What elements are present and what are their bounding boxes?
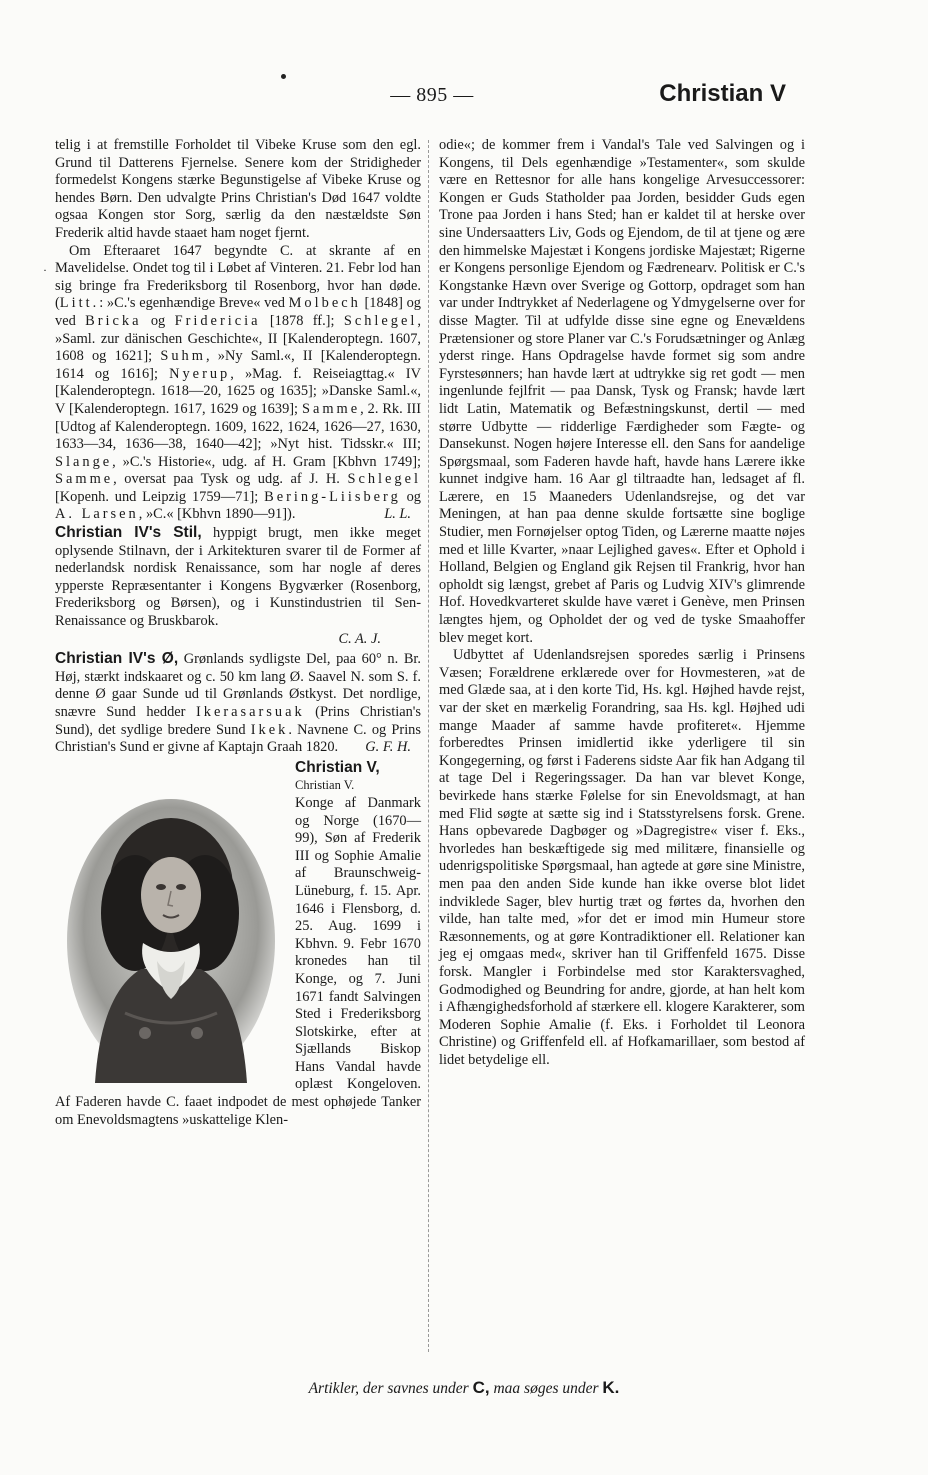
paragraph-vibeke: telig i at fremstille Forholdet til Vibeke Kruse som den egl. Grund til Datterens Fjernelse. Senere kom der Stridigheder formedelst Kongens stærke Begunstigelse af Vibeke Kruse og hendes Børn. Den udvalgte Prins Christian's Død 1647 voldte ogsaa Kongen stor Sorg, særlig da den næstældste Søn Frederik altid havde staaet ham noget fjernt. [55,137,421,241]
signature-ll: L. L. [384,506,411,523]
entry-christian-iv-oe: Christian IV's Ø, Grønlands sydligste Del, paa 60° n. Br. Høj, stærkt indskaaret og c. 50 km lang Ø. Saavel N. som S. f. denne Ø gaar Sunde ud til Grønlands Østkyst. Det nordlige, snævre Sund hedder Ikerasarsuak (Prins Christian's Sund), det sydlige bredere Sund Ikek. Navnene C. og Prins Christian's Sund er givne af Kaptajn Graah 1820. G. F. H. [55,650,422,756]
paragraph-enevoldsmagt: odie«; de kommer frem i Vandal's Tale ved Salvingen og i Kongens, til Dels egenhændige »Testamenter«, som skulde være en Rettesnor for alle hans kongelige Arvesuccessorer: Kongen er Guds Statholder paa Jorden, besidder Guds egen Trone paa Jorden i hans Sted; han er kaldet til at herske over sine Undersaatters Liv, Gods og Ejendom, de til at tjene og ære den himmelske Majestæt i Kongens jordiske Majestæt; Rigerne er Kongens personlige Ejendom og Fædrenearv. Politisk er C.'s Kongstanke Hævn over Sverige og Gottorp, opdraget som han var under Indtrykket af Nederlagene og Ydmygelserne over for disse Magter. Til at udfylde disse sine egne og Enevældens Prætensioner og store Planer var C.'s Forudsætninger og Anlæg yderst ringe. Hans Opdragelse havde formet sig som andre Fyrstesønners; han havde lært at udtrykke sig ret godt — men ingenlunde fejlfrit — paa Dansk, Tysk og Fransk; havde lært lidt Latin, Matematik og Befæstningskunst, dertil — med større Udbytte — ridderlige Færdigheder som Fægte- og Dansekunst. Nogen højere Interesse ell. den Sans for aandelige Spørgsmaal, som Faderen havde haft, havde hans Lærere ikke kunnet indgive ham. 16 Aar gl tiltraadte han, ledsaget af fl. Lærere, en 15 Maaneders Udenlandsrejse, og det var Meningen, at han paa denne skulde fortsætte sine boglige Studier, men Fornøjelser optog Tiden, og Lærerne maatte nøjes med et lille Kvarter, »naar Lejlighed gaves«. Efter et Ophold i Holland, Belgien og England gik Rejsen til Frankrig, hvor han opholdt sig længst, grebet af Paris og Ludvig XIV's glimrende Hof. Hovedkvarteret skulde have været i Genève, men Prinsen længtes hjem, og Opholdet der og ved de tyske Smaahoffer blev meget kort. [439,137,805,646]
margin-mark: · [43,263,47,277]
signature-caj: C. A. J. [338,630,381,647]
page-header [0,78,928,118]
paragraph-death-literature: Om Efteraaret 1647 begyndte C. at skrante af en Mavelidelse. Ondet tog til i Løbet af Vinteren. 21. Febr lod han sig bringe fra Frederiksborg til Rosenborg, hvor han døde. (Litt.: »C.'s egenhændige Breve« ved Molbech [1848] og ved Bricka og Fridericia [1878 ff.]; Schlegel, »Saml. zur dänischen Geschichte«, II [Kalenderoptegn. 1607, 1608 og 1621]; Suhm, »Ny Saml.«, II [Kalenderoptegn. 1614 og 1616]; Nyerup, »Mag. f. Reiseiagttag.« IV [Kalenderoptegn. 1618—20, 1625 og 1635]; »Danske Saml.«, V [Kalenderoptegn. 1617, 1629 og 1639]; Samme, 2. Rk. III [Udtog af Kalenderoptegn. 1609, 1622, 1624, 1626—27, 1630, 1633—34, 1636—38, 1640—42]; »Nyt hist. Tidsskr.« III; Slange, »C.'s Historie«, udg. af H. Gram [Kbhvn 1749]; Samme, oversat paa Tysk og udg. af J. H. Schlegel [Kopenh. und Leipzig 1759—71]; Bering-Liisberg og A. Larsen, »C.« [Kbhvn 1890—91]). L. L. [55,242,422,523]
paragraph-udenlandsrejse: Udbyttet af Udenlandsrejsen sporedes særlig i Prinsens Væsen; Forældrene erklærede over for Hovmesteren, »at de med Glæde saa, at i den korte Tid, Hs. kgl. Højhed havde rejst, var der sket en mærkelig Forandring, saa Hs. kgl. Højhed udi mange Maader af samme havde profiteret«. Hjemme forberedtes Prinsen imidlertid ikke yderligere til sin Kongegerning, og først i Faderens sidste Aar fik han Adgang til at tage Del i Regeringssager. Da han var blevet Konge, bevirkede hans stærke Følelse for sin Enevoldsmagt, at han med Flid søgte at sætte sig ind i Statsstyrelsens forsk. Grene. Hans opbevarede Dagbøger og »Dagregistre« viser f. Eks., hvorledes han beskæftigede sig med militære, finansielle og udenrigspolitiske Spørgsmaal, han agtede at gøre sine Ministre, men paa den anden Side kunde han ikke overse blot lidet indviklede Sager, blev hurtig træt og førtes da, hvorhen den vilde, han talte med, »for det er imod min Humeur store Ræsonnements, og at gøre Kontradiktioner ell. Relationer kan jeg ej omgaas med«, skriver han til Griffenfeld 1675. Disse forsk. Mangler i Forbindelse med stor Karaktersvaghed, Godmodighed og Beundring for andre, gjorde, at han helt kom i Afhængighedsforhold af stærkere ell. klogere Karakterer, som Moderen Sophie Amalie (f. Eks. i Forholdet til Leonora Christine) og Griffenfeld ell. af Hofkamarillaer, som bestod af lidet betydelige ell. [439,647,805,1068]
portrait-caption: Christian V. [295,778,355,793]
right-column [439,137,805,1069]
headword-oe: Christian IV's Ø, [55,650,179,668]
headword-stil: Christian IV's Stil, [55,524,202,542]
entry-christian-iv-stil: Christian IV's Stil, hyppigt brugt, men ikke meget oplysende Stilnavn, der i Arkitekturen svarer til de Former af nederlandsk nordisk Renaissance, som har nogle af deres ypperste Repræsentanter i Kongens Bygværker (Rosenborg, Frederiksborg og Børsen), og i Kunstindustrien til Sen-Renaissance og Bruskbarok. [55,524,421,630]
headword-christian-v: Christian V, [295,758,380,776]
column-rule [428,140,429,1352]
signature-gfh: G. F. H. [365,739,411,756]
entry-christian-v [55,759,421,778]
portrait-figure [55,793,287,1089]
running-head: Christian V [659,80,786,107]
page-number: — 895 — [390,84,474,106]
portrait-image [65,793,277,1083]
left-column: telig i at fremstille Forholdet til Vibeke Kruse som den egl. Grund til Datterens Fjernelse. Senere kom der Stridigheder formedelst Kongens stærke Begunstigelse af Vibeke Kruse og hendes Børn. Den udvalgte Prins Christian's Død 1647 voldte ogsaa Kongen stor Sorg, særlig da den næstældste Søn Frederik altid havde staaet ham noget fjernt. Om Efteraaret 1647 begyndte C. at skrante af en Mavelidelse. Ondet tog til i Løbet af Vinteren. 21. Febr lod han sig bringe fra Frederiksborg til Rosenborg, hvor han døde. (Litt.: »C.'s egenhændige Breve« ved Molbech [1848] og ved Bricka og Fridericia [1878 ff.]; Schlegel, »Saml. zur dänischen Geschichte«, II [Kalenderoptegn. 1607, 1608 og 1621]; Suhm, »Ny Saml.«, II [Kalenderoptegn. 1614 og 1616]; Nyerup, »Mag. f. Reiseiagttag.« IV [Kalenderoptegn. 1618—20, 1625 og 1635]; »Danske Saml.«, V [Kalenderoptegn. 1617, 1629 og 1639]; Samme, 2. Rk. III [Udtog af Kalenderoptegn. 1609, 1622, 1624, 1626—27, 1630, 1633—34, 1636—38, 1640—42]; »Nyt hist. Tidsskr.« III; Slange, »C.'s Historie«, udg. af H. Gram [Kbhvn 1749]; Samme, oversat paa Tysk og udg. af J. H. Schlegel [Kopenh. und Leipzig 1759—71]; Bering-Liisberg og A. Larsen, »C.« [Kbhvn 1890—91]). L. L. Christian IV's Stil, hyppigt brugt, men ikke meget oplysende Stilnavn, der i Arkitekturen svarer til de Former af nederlandsk nordisk Renaissance, som har nogle af deres ypperste Repræsentanter i Kongens Bygværker (Rosenborg, Frederiksborg og Børsen), og i Kunstindustrien til Sen-Renaissance og Bruskbarok. C. A. J. Christian IV's Ø, Grønlands sydligste Del, paa 60° n. Br. Høj, stærkt indskaaret og c. 50 km lang Ø. Saavel N. som S. f. denne Ø gaar Sunde ud til Grønlands Østkyst. Det nordlige, snævre Sund hedder Ikerasarsuak (Prins Christian's Sund), det sydlige bredere Sund Ikek. Navnene C. og Prins Christian's Sund er givne af Kaptajn Graah 1820. G. F. H. Christian V, Christian V. Konge af Danmark og Norge (1670—99), Søn af Frederik III og Sophie Amalie af Braunschweig-Lüneburg, f. 15. Apr. 1646 i Flensborg, d. 25. Aug. 1699 i Kbhvn. 9. Febr 1670 kronedes han til Konge, og 7. Juni 1671 fandt Salvingen Sted i Frederiksborg Slotskirke, efter at Sjællands Biskop Hans Vandal havde oplæst Kongeloven. Af Faderen havde C. faaet indpodet de mest ophøjede Tanker om Enevoldsmagtens »uskattelige Klen- [55,137,422,1128]
page-footer-note: Artikler, der savnes under C, maa søges under K. [308,1378,620,1397]
